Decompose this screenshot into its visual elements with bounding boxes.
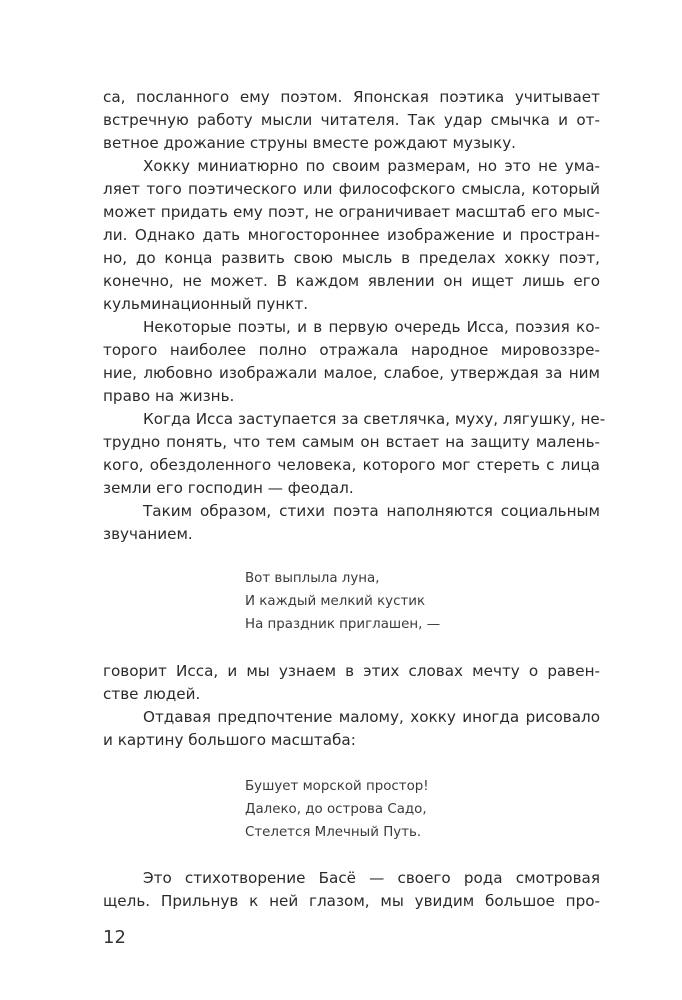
text-line: Таким образом, стихи поэта наполняются социальным bbox=[143, 502, 600, 520]
text-line: ветное дрожание струны вместе рождают музыку. bbox=[103, 134, 517, 152]
text-line: Это стихотворение Басё — своего рода смотровая bbox=[143, 869, 600, 887]
text-line: щель. Прильнув к ней глазом, мы увидим большое про- bbox=[103, 892, 600, 910]
text-line: Хокку миниатюрно по своим размерам, но это не ума- bbox=[143, 157, 600, 175]
text-line: но, до конца развить свою мысль в пределах хокку поэт, bbox=[103, 249, 600, 267]
poem-line: Стелется Млечный Путь. bbox=[245, 825, 422, 840]
paragraph bbox=[103, 660, 600, 752]
text-line: ли. Однако дать многостороннее изображение и простран- bbox=[103, 226, 600, 244]
text-line: конечно, не может. В каждом явлении он ищет лишь его bbox=[103, 272, 600, 290]
poem-stanza bbox=[245, 775, 429, 844]
text-line: ляет того поэтического или философского смысла, который bbox=[103, 180, 600, 198]
poem-line: Вот выплыла луна, bbox=[245, 571, 380, 586]
page-number: 12 bbox=[103, 927, 126, 948]
text-line: Когда Исса заступается за светлячка, муху, лягушку, не- bbox=[143, 410, 606, 428]
text-line: кульминационный пункт. bbox=[103, 295, 309, 313]
text-line: Отдавая предпочтение малому, хокку иногда рисовало bbox=[143, 708, 600, 726]
text-line: и картину большого масштаба: bbox=[103, 731, 356, 749]
text-line: Некоторые поэты, и в первую очередь Исса, поэзия ко- bbox=[143, 318, 600, 336]
text-line: са, посланного ему поэтом. Японская поэтика учитывает bbox=[103, 88, 600, 106]
text-line: может придать ему поэт, не ограничивает масштаб его мыс- bbox=[103, 203, 600, 221]
poem-line: Бушует морской простор! bbox=[245, 779, 429, 794]
poem-line: На праздник приглашен, — bbox=[245, 617, 441, 632]
text-line: говорит Исса, и мы узнаем в этих словах мечту о равен- bbox=[103, 662, 600, 680]
text-line: земли его господин — феодал. bbox=[103, 479, 354, 497]
text-line: ние, любовно изображали малое, слабое, утверждая за ним bbox=[103, 364, 600, 382]
poem-line: И каждый мелкий кустик bbox=[245, 594, 426, 609]
poem-line: Далеко, до острова Садо, bbox=[245, 802, 427, 817]
text-line: стве людей. bbox=[103, 685, 201, 703]
paragraph bbox=[103, 867, 600, 913]
text-line: трудно понять, что тем самым он встает на защиту малень- bbox=[103, 433, 600, 451]
text-line: торого наиболее полно отражала народное мировоззре- bbox=[103, 341, 600, 359]
text-line: кого, обездоленного человека, которого мог стереть с лица bbox=[103, 456, 600, 474]
text-line: звучанием. bbox=[103, 525, 193, 543]
paragraph bbox=[103, 86, 606, 546]
poem-stanza bbox=[245, 567, 440, 636]
text-line: встречную работу мысли читателя. Так удар смычка и от- bbox=[103, 111, 600, 129]
text-line: право на жизнь. bbox=[103, 387, 235, 405]
